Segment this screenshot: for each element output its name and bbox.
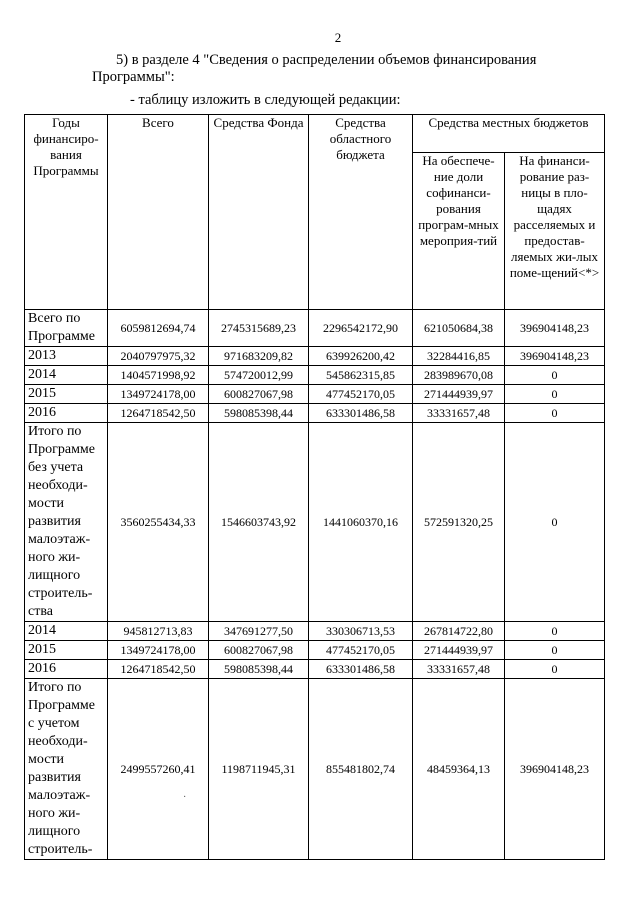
- table-row: [25, 622, 605, 641]
- table-row: [25, 641, 605, 660]
- cell-local-diff: 0: [505, 366, 605, 385]
- cell-local-share: 271444939,97: [413, 641, 505, 660]
- cell-fund: 598085398,44: [209, 404, 309, 423]
- cell-total: 1264718542,50: [108, 660, 209, 679]
- header-local-share: На обеспече-ние доли софинанси-рования програм-мных мероприя-тий: [413, 153, 505, 310]
- header-fund: Средства Фонда: [209, 115, 309, 310]
- row-label: 2015: [25, 385, 108, 404]
- cell-total: 1349724178,00: [108, 641, 209, 660]
- header-regional: Средства областного бюджета: [309, 115, 413, 310]
- cell-regional: 639926200,42: [309, 347, 413, 366]
- cell-local-share: 283989670,08: [413, 366, 505, 385]
- cell-fund: 1546603743,92: [209, 423, 309, 622]
- cell-total: 3560255434,33: [108, 423, 209, 622]
- table-row: [25, 660, 605, 679]
- row-label: 2014: [25, 622, 108, 641]
- cell-local-diff: 396904148,23: [505, 347, 605, 366]
- row-label: 2015: [25, 641, 108, 660]
- cell-regional: 633301486,58: [309, 660, 413, 679]
- cell-fund: 347691277,50: [209, 622, 309, 641]
- cell-local-share: 32284416,85: [413, 347, 505, 366]
- cell-local-share: 33331657,48: [413, 404, 505, 423]
- cell-fund: 600827067,98: [209, 385, 309, 404]
- cell-total: 2040797975,32: [108, 347, 209, 366]
- row-label: 2014: [25, 366, 108, 385]
- cell-regional: 477452170,05: [309, 641, 413, 660]
- cell-total: 1404571998,92: [108, 366, 209, 385]
- cell-regional: 330306713,53: [309, 622, 413, 641]
- financing-table: [24, 114, 605, 860]
- cell-fund: 2745315689,23: [209, 310, 309, 347]
- cell-total: 6059812694,74: [108, 310, 209, 347]
- page-number: 2: [334, 30, 342, 45]
- row-label: Итого по Программе без учета необходи-мости развития малоэтаж-ного жи-лищного строитель-ства: [25, 423, 108, 622]
- intro-line-2: Программы":: [92, 69, 175, 85]
- table-row: [25, 404, 605, 423]
- cell-regional: 633301486,58: [309, 404, 413, 423]
- cell-regional: 545862315,85: [309, 366, 413, 385]
- cell-regional: 1441060370,16: [309, 423, 413, 622]
- header-local-diff: На финанси-рование раз-ницы в пло-щадях расселяемых и предостав-ляемых жи-лых поме-щений<*>: [505, 153, 605, 310]
- table-row: [25, 366, 605, 385]
- table-row: [25, 679, 605, 860]
- intro-line-1: 5) в разделе 4 "Сведения о распределении объемов финансирования: [116, 52, 537, 68]
- cell-fund: 598085398,44: [209, 660, 309, 679]
- cell-local-diff: 396904148,23: [505, 679, 605, 860]
- row-label: 2016: [25, 660, 108, 679]
- row-label: 2016: [25, 404, 108, 423]
- cell-local-diff: 0: [505, 641, 605, 660]
- cell-total: 2499557260,41: [108, 679, 209, 860]
- cell-local-share: 267814722,80: [413, 622, 505, 641]
- header-local: Средства местных бюджетов: [413, 115, 605, 153]
- header-total: Всего: [108, 115, 209, 310]
- cell-regional: 477452170,05: [309, 385, 413, 404]
- cell-local-diff: 0: [505, 660, 605, 679]
- table-row: [25, 385, 605, 404]
- cell-local-diff: 0: [505, 404, 605, 423]
- table-row: [25, 423, 605, 622]
- cell-fund: 971683209,82: [209, 347, 309, 366]
- cell-regional: 855481802,74: [309, 679, 413, 860]
- cell-fund: 600827067,98: [209, 641, 309, 660]
- table-body: [25, 310, 605, 860]
- cell-total: 1349724178,00: [108, 385, 209, 404]
- cell-fund: 1198711945,31: [209, 679, 309, 860]
- cell-fund: 574720012,99: [209, 366, 309, 385]
- cell-regional: 2296542172,90: [309, 310, 413, 347]
- cell-local-diff: 0: [505, 385, 605, 404]
- cell-local-share: 271444939,97: [413, 385, 505, 404]
- cell-local-share: 572591320,25: [413, 423, 505, 622]
- table-row: [25, 310, 605, 347]
- row-label: Всего по Программе: [25, 310, 108, 347]
- table-row: [25, 347, 605, 366]
- cell-local-share: 621050684,38: [413, 310, 505, 347]
- cell-local-diff: 396904148,23: [505, 310, 605, 347]
- row-label: Итого по Программе с учетом необходи-мости развития малоэтаж-ного жи-лищного строитель-: [25, 679, 108, 860]
- cell-total: 945812713,83: [108, 622, 209, 641]
- cell-local-diff: 0: [505, 423, 605, 622]
- cell-total: 1264718542,50: [108, 404, 209, 423]
- cell-local-diff: 0: [505, 622, 605, 641]
- cell-local-share: 48459364,13: [413, 679, 505, 860]
- cell-local-share: 33331657,48: [413, 660, 505, 679]
- scan-dot-mark: ·: [183, 792, 187, 803]
- intro-text: [92, 52, 592, 86]
- intro-line-3: - таблицу изложить в следующей редакции:: [130, 92, 401, 108]
- header-years: Годы финансиро-вания Программы: [25, 115, 108, 310]
- row-label: 2013: [25, 347, 108, 366]
